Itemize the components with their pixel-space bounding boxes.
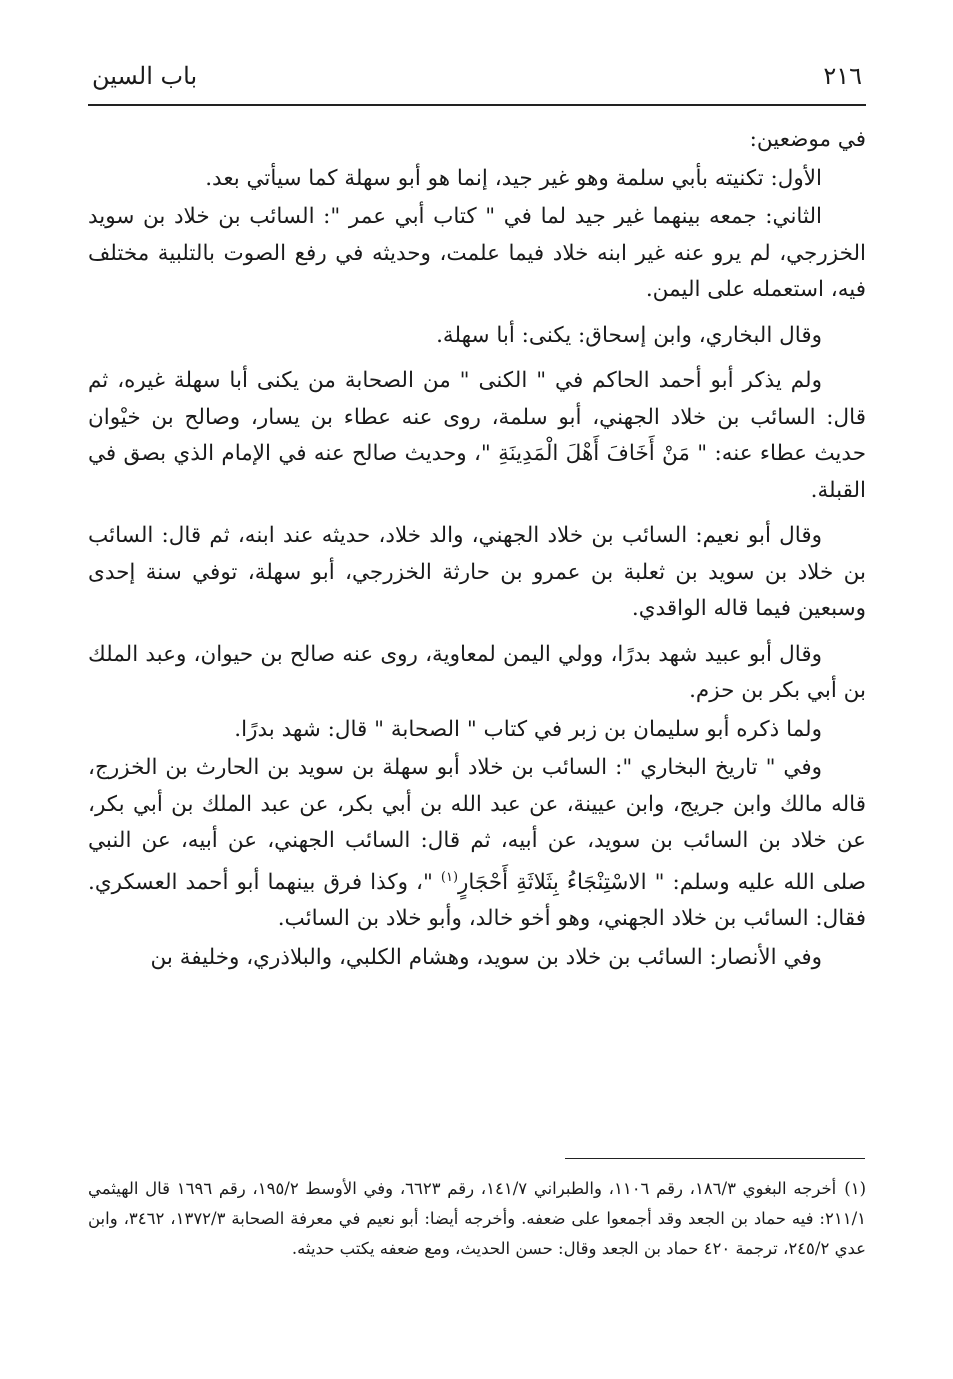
- footnote-reference[interactable]: (١): [440, 869, 459, 885]
- page-number: ٢١٦: [823, 62, 862, 90]
- paragraph: وقال أبو نعيم: السائب بن خلاد الجهني، والد خلاد، حديثه عند ابنه، ثم قال: السائب بن خلاد بن سويد بن ثعلبة بن عمرو بن حارثة الخزرجي، أبو سهلة، توفي سنة إحدى وسبعين فيما قاله الواقدي.: [88, 523, 866, 621]
- page-header: [88, 60, 866, 106]
- paragraph: الأول: تكنيته بأبي سلمة وهو غير جيد، إنما هو أبو سهلة كما سيأتي بعد.: [205, 165, 822, 191]
- paragraph-text: "، وكذا: [370, 869, 441, 895]
- paragraph-text: وفي " تاريخ البخاري ": السائب بن خلاد أبو سهلة بن سويد بن الحارث بن الخزرج، قاله مالك وابن جريج، وابن عيينة، عن عبد الله بن أبي بكر، عن عبد الملك بن أبي بكر، عن خلاد بن السائب بن سويد، عن أبيه، ثم قال: السائب الجهني، عن أبيه، عن النبي صلى الله عليه وسلم: " الاسْتِنْجَاءُ بِثَلاثَةِ أَحْجَارٍ: [88, 755, 867, 895]
- footnote-text: أخرجه البغوي ١٨٦/٣، رقم ١١٠٦، والطبراني ١٤١/٧، رقم ٦٦٢٣، وفي الأوسط ١٩٥/٢، رقم ١٦٩٦ قال الهيثمي ٢١١/١: فيه حماد بن الجعد وقد أجمعوا على ضعفه. وأخرجه أيضا: أبو نعيم في معرفة الصحابة ١٣٧٢/٣، ٣٤٦٢، وابن عدي ٢٤٥/٢، ترجمة ٤٢٠ حماد بن الجعد وقال: حسن الحديث، ومع ضعفه يكتب حديثه.: [88, 1179, 866, 1258]
- paragraph: ولم يذكر أبو أحمد الحاكم في " الكنى " من الصحابة من يكنى أبا سهلة غيره، ثم قال: السائب بن خلاد الجهني، أبو سلمة، روى عنه عطاء بن يسار، وصالح بن خيْوان حديث عطاء عنه: " مَنْ أَخَافَ أَهْلَ الْمَدِينَةِ "، وحديث صالح عنه في الإمام الذي بصق في القبلة.: [88, 368, 866, 503]
- paragraph: [88, 750, 866, 938]
- paragraph: ولما ذكره أبو سليمان بن زبر في كتاب " الصحابة " قال: شهد بدرًا.: [234, 716, 822, 742]
- footnote-marker: (١): [844, 1179, 866, 1198]
- footnotes: [88, 1174, 866, 1264]
- paragraph: الثاني: جمعه بينهما غير جيد لما في " كتاب أبي عمر ": السائب بن خلاد بن سويد الخزرجي، لم يرو عنه غير ابنه خلاد فيما علمت، وحديثه في رفع الصوت بالتلبية مختلف فيه، استعمله على اليمن.: [88, 204, 866, 302]
- running-title: باب السين: [92, 62, 198, 90]
- paragraph-text: فرق بينهما أبو أحمد العسكري. فقال: السائب بن خلاد الجهني، وهو أخو خالد، وأبو خلاد بن السائب.: [88, 869, 866, 932]
- header-rule: [88, 104, 866, 106]
- paragraph: وفي الأنصار: السائب بن خلاد بن سويد، وهشام الكلبي، والبلاذري، وخليفة بن: [150, 944, 822, 970]
- paragraph: وقال أبو عبيد شهد بدرًا، وولي اليمن لمعاوية، روى عنه صالح بن حيوان، وعبد الملك بن أبي بكر بن حزم.: [88, 641, 866, 703]
- footnote-separator: [565, 1158, 865, 1159]
- paragraph: وقال البخاري، وابن إسحاق: يكنى: أبا سهلة.: [436, 322, 822, 348]
- body-text: [88, 122, 866, 985]
- paragraph: في موضعين:: [749, 127, 866, 152]
- footnote: [88, 1174, 866, 1264]
